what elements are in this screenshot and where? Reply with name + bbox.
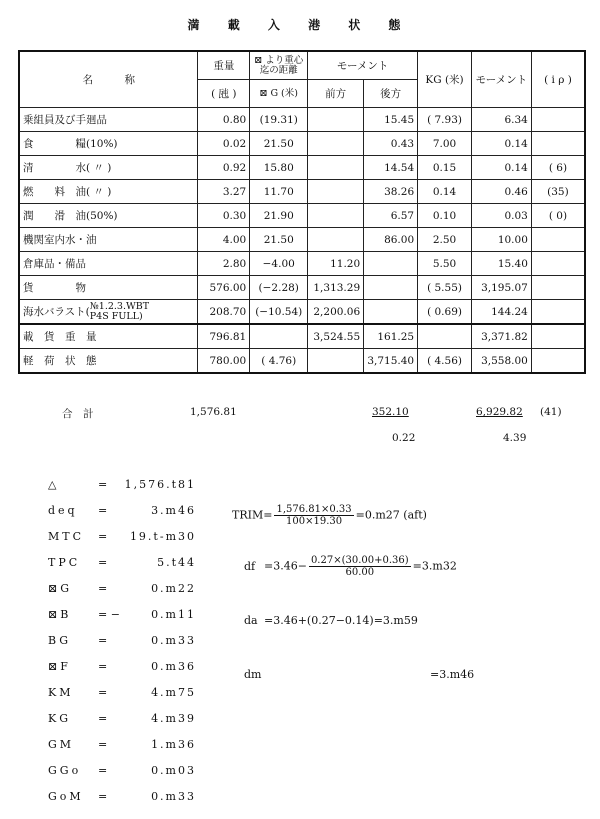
param-eq: = [98,660,108,673]
row-aft [364,300,418,325]
row-cog: (−10.54) [250,300,308,325]
row-fore [308,349,364,374]
loading-table [18,50,586,374]
table-row [19,276,585,300]
row-weight: 780.00 [198,349,250,374]
table-row [19,252,585,276]
row-weight: 0.02 [198,132,250,156]
table-row [19,156,585,180]
table-row-lightship [19,349,585,374]
col-aft-header: 後方 [364,80,418,108]
param-key: KM [48,686,74,699]
row-cog: (19.31) [250,108,308,132]
row-kg: 0.15 [418,156,472,180]
param-eq: = [98,530,108,543]
cog-header-line1: ⊠ より重心 [254,54,304,66]
param-row [48,478,196,491]
row-ip [531,252,585,276]
table-row [19,180,585,204]
row-moment: 0.14 [471,156,531,180]
totals-moment-sub: 4.39 [503,432,527,444]
dm-label: dm [244,668,262,681]
param-value: 4.m39 [151,712,196,725]
param-key: TPC [48,556,81,569]
row-kg: ( 7.93) [418,108,472,132]
param-value: 0.m33 [151,790,196,803]
col-ip-header: ( i ρ ) [531,51,585,108]
page-title: 満 載 入 港 状 態 [187,18,413,32]
row-kg: ( 4.56) [418,349,472,374]
param-row [48,582,196,595]
row-kg: 7.00 [418,132,472,156]
row-kg: ( 0.69) [418,300,472,325]
df-formula [244,555,457,578]
row-fore [308,228,364,252]
row-weight: 3.27 [198,180,250,204]
ballast-detail-line2: P4S FULL) [89,310,143,322]
row-moment: 15.40 [471,252,531,276]
row-weight: 2.80 [198,252,250,276]
row-fore [308,180,364,204]
param-key: GGo [48,764,82,777]
row-moment: 0.03 [471,204,531,228]
row-aft: 15.45 [364,108,418,132]
trim-fraction [274,504,353,527]
row-fore: 3,524.55 [308,324,364,349]
df-numerator: 0.27×(30.00+0.36) [310,555,409,566]
param-row [48,530,196,543]
row-kg: 5.50 [418,252,472,276]
param-row [48,790,196,803]
trim-numerator: 1,576.81×0.33 [276,504,352,515]
totals-weight: 1,576.81 [190,406,237,418]
row-name: 倉庫品・備品 [19,252,198,276]
df-label: df [244,559,256,573]
param-value: 0.m36 [151,660,196,673]
row-ip: (35) [531,180,585,204]
row-weight: 796.81 [198,324,250,349]
row-weight: 0.92 [198,156,250,180]
row-name: 機関室内水・油 [19,228,198,252]
row-moment: 3,371.82 [471,324,531,349]
table-row [19,300,585,325]
table-row [19,204,585,228]
dm-expression: =3.m46 [430,668,475,681]
row-ip: ( 6) [531,156,585,180]
row-kg: ( 5.55) [418,276,472,300]
row-cog: 11.70 [250,180,308,204]
col-weight-header: 重量 [198,51,250,80]
row-weight: 4.00 [198,228,250,252]
row-cog: ( 4.76) [250,349,308,374]
row-moment: 10.00 [471,228,531,252]
row-weight: 576.00 [198,276,250,300]
row-name: 食 糧(10%) [19,132,198,156]
col-weight-unit: ( 瓲 ) [198,80,250,108]
row-moment: 6.34 [471,108,531,132]
row-moment: 3,558.00 [471,349,531,374]
param-eq: = [98,478,108,491]
row-name: 潤 滑 油(50%) [19,204,198,228]
col-cog-unit: ⊠ G (米) [250,80,308,108]
row-ip [531,132,585,156]
row-name: 燃 料 油( 〃 ) [19,180,198,204]
col-cog-header [250,51,308,80]
param-row [48,608,196,621]
row-aft: 6.57 [364,204,418,228]
param-eq: = [98,582,108,595]
row-name: 軽 荷 状 態 [19,349,198,374]
param-value: 0.m03 [151,764,196,777]
col-name-header: 名 称 [19,51,198,108]
trim-label: TRIM= [232,508,273,522]
row-ip [531,108,585,132]
row-cog: 21.50 [250,132,308,156]
param-row [48,660,196,673]
param-key: deq [48,504,78,517]
row-kg: 0.14 [418,180,472,204]
cog-header-line2: 迄の距離 [259,64,298,76]
param-key: ⊠B [48,608,72,621]
row-aft: 14.54 [364,156,418,180]
da-expression: =3.46+(0.27−0.14)=3.m59 [264,614,418,627]
param-value: 4.m75 [151,686,196,699]
row-moment: 0.46 [471,180,531,204]
totals-aft: 352.10 [372,406,409,418]
table-row [19,108,585,132]
row-fore [308,132,364,156]
row-aft: 3,715.40 [364,349,418,374]
param-value: 1.m36 [151,738,196,751]
row-name: 載 貨 重 量 [19,324,198,349]
row-aft: 38.26 [364,180,418,204]
param-key: KG [48,712,72,725]
row-ip [531,276,585,300]
param-key: GoM [48,790,84,803]
row-ip [531,300,585,325]
row-fore [308,204,364,228]
row-aft: 86.00 [364,228,418,252]
trim-denominator: 100×19.30 [286,516,343,527]
param-row [48,712,196,725]
param-value: 0.m33 [151,634,196,647]
param-value: 0.m22 [151,582,196,595]
totals-aft-sub: 0.22 [392,432,416,444]
ballast-detail [90,302,149,322]
totals-ip: (41) [540,406,562,418]
param-key: △ [48,478,60,491]
param-eq: = [98,790,108,803]
row-kg: 0.10 [418,204,472,228]
da-formula [244,614,418,627]
row-weight: 0.80 [198,108,250,132]
param-key: ⊠F [48,660,71,673]
param-value: 19.t-m30 [129,530,196,543]
row-cog: 21.90 [250,204,308,228]
param-key: BG [48,634,72,647]
row-aft [364,276,418,300]
row-name: 清 水( 〃 ) [19,156,198,180]
row-cog: 15.80 [250,156,308,180]
param-eq: = [98,504,108,517]
col-kg-header: KG (米) [418,51,472,108]
table-row [19,228,585,252]
param-row [48,764,196,777]
param-row [48,556,196,569]
row-fore: 2,200.06 [308,300,364,325]
row-weight: 208.70 [198,300,250,325]
row-cog: 21.50 [250,228,308,252]
row-ip [531,228,585,252]
row-name: 乗組員及び手廻品 [19,108,198,132]
row-cog: −4.00 [250,252,308,276]
param-row [48,738,196,751]
param-row [48,504,196,517]
col-fore-header: 前方 [308,80,364,108]
param-eq: = − [98,608,120,621]
param-row [48,634,196,647]
param-eq: = [98,712,108,725]
row-moment: 0.14 [471,132,531,156]
row-ip [531,349,585,374]
table-row-deadweight [19,324,585,349]
param-value: 3.m46 [151,504,196,517]
df-fraction [309,555,411,578]
param-value: 1,576.t81 [124,478,196,491]
row-fore: 11.20 [308,252,364,276]
param-eq: = [98,738,108,751]
param-value: 5.t44 [157,556,196,569]
row-cog: (−2.28) [250,276,308,300]
da-label: da [244,614,258,627]
param-key: ⊠G [48,582,73,595]
param-key: GM [48,738,75,751]
df-result: =3.m32 [412,559,457,573]
totals-moment: 6,929.82 [476,406,523,418]
row-fore [308,156,364,180]
trim-formula [232,504,427,527]
col-moment-header: モーメント [308,51,418,80]
row-moment: 144.24 [471,300,531,325]
row-aft: 161.25 [364,324,418,349]
df-prefix: =3.46− [264,559,307,573]
row-kg: 2.50 [418,228,472,252]
row-name-ballast [19,300,198,325]
row-ip [531,324,585,349]
param-eq: = [98,556,108,569]
row-fore: 1,313.29 [308,276,364,300]
param-eq: = [98,764,108,777]
ballast-detail-line1: №1.2.3.WBT [89,300,150,312]
row-ip: ( 0) [531,204,585,228]
table-row [19,132,585,156]
param-eq: = [98,686,108,699]
header-row-1 [19,51,585,80]
param-value: 0.m11 [151,608,196,621]
row-weight: 0.30 [198,204,250,228]
row-aft: 0.43 [364,132,418,156]
row-aft [364,252,418,276]
row-cog [250,324,308,349]
row-fore [308,108,364,132]
totals-label: 合 計 [62,408,94,420]
row-moment: 3,195.07 [471,276,531,300]
row-name: 貨 物 [19,276,198,300]
param-row [48,686,196,699]
trim-result: =0.m27 (aft) [355,508,427,522]
df-denominator: 60.00 [345,567,375,578]
row-kg [418,324,472,349]
dm-formula [244,668,474,681]
ballast-prefix: 海水バラスト( [23,305,90,318]
param-key: MTC [48,530,85,543]
param-eq: = [98,634,108,647]
col-moment2-header: モーメント [471,51,531,108]
